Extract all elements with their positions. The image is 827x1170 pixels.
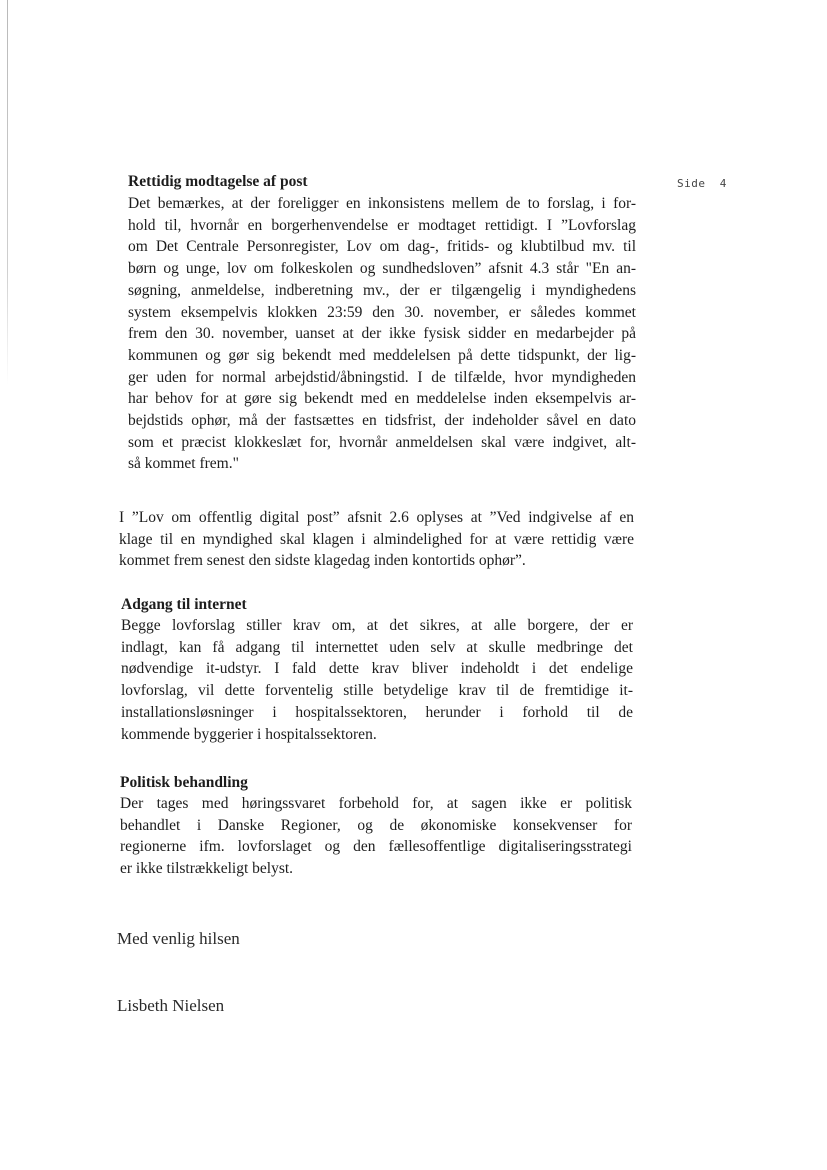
text-line: Der tages med høringssvaret forbehold for, at sagen ikke er politisk — [120, 795, 632, 812]
text-line: som et præcist klokkeslæt for, hvornår anmeldelsen skal være indgivet, alt- — [128, 433, 636, 451]
text-line: hold til, hvornår en borgerhenvendelse er modtaget rettidigt. I ”Lovforslag — [128, 216, 636, 234]
text-line: I ”Lov om offentlig digital post” afsnit 2.6 oplyses at ”Ved indgivelse af en — [119, 509, 634, 526]
text-line: kommunen og gør sig bekendt med meddelelsen på dette tidspunkt, der lig- — [128, 346, 636, 364]
text-line: installationsløsninger i hospitalssektoren, herunder i forhold til de — [121, 703, 633, 721]
section-digital-post-quote — [119, 507, 634, 572]
text-line: nødvendige it-udstyr. I fald dette krav bliver indeholdt i det endelige — [121, 660, 633, 678]
section-rettidig-modtagelse — [128, 171, 636, 475]
text-line: ger uden for normal arbejdstid/åbningstid. I de tilfælde, hvor myndigheden — [128, 368, 636, 386]
section-heading: Adgang til internet — [121, 596, 247, 613]
text-line: Det bemærkes, at der foreligger en inkonsistens mellem de to forslag, i for- — [128, 195, 636, 212]
text-line: lovforslag, vil dette forventelig stille betydelige krav til de fremtidige it- — [121, 682, 633, 700]
section-paragraph — [121, 615, 633, 745]
section-heading: Politisk behandling — [120, 774, 248, 791]
closing-greeting: Med venlig hilsen — [117, 929, 240, 948]
section-paragraph — [119, 507, 634, 572]
section-paragraph — [128, 193, 636, 475]
text-line: system eksempelvis klokken 23:59 den 30. november, er således kommet — [128, 303, 636, 321]
text-line: kommende byggerier i hospitalssektoren. — [121, 725, 377, 743]
text-line: er ikke tilstrækkeligt belyst. — [120, 860, 294, 878]
text-line: behandlet i Danske Regioner, og de økonomiske konsekvenser for — [120, 816, 632, 834]
text-line: søgning, anmeldelse, indberetning mv., der er tilgængelig i myndighedens — [128, 281, 636, 299]
text-line: indlagt, kan få adgang til internettet uden selv at skulle medbringe det — [121, 638, 633, 656]
text-line: klage til en myndighed skal klagen i almindelighed for at være rettidig være — [119, 530, 634, 548]
section-adgang-til-internet — [121, 594, 633, 745]
section-politisk-behandling — [120, 772, 632, 880]
text-line: børn og unge, lov om folkeskolen og sundhedsloven” afsnit 4.3 står "En an- — [128, 260, 636, 278]
text-line: om Det Centrale Personregister, Lov om dag-, fritids- og klubtilbud mv. til — [128, 238, 636, 256]
text-line: så kommet frem." — [128, 455, 239, 473]
text-line: har behov for at gøre sig bekendt med en meddelelse inden eksempelvis ar- — [128, 390, 636, 408]
text-line: frem den 30. november, uanset at der ikke fysisk sidder en medarbejder på — [128, 325, 636, 343]
signature-name: Lisbeth Nielsen — [117, 996, 225, 1015]
text-line: Begge lovforslag stiller krav om, at det sikres, at alle borgere, der er — [121, 617, 633, 634]
section-paragraph — [120, 793, 632, 880]
page-number: Side 4 — [677, 177, 727, 190]
text-line: regionerne ifm. lovforslaget og den fællesoffentlige digitaliseringsstrategi — [120, 838, 632, 856]
section-heading: Rettidig modtagelse af post — [128, 173, 308, 190]
text-line: kommet frem senest den sidste klagedag inden kontortids ophør”. — [119, 552, 526, 570]
text-line: bejdstids ophør, må der fastsættes en tidsfrist, der indeholder såvel en dato — [128, 412, 636, 430]
scan-edge-line — [7, 0, 8, 385]
